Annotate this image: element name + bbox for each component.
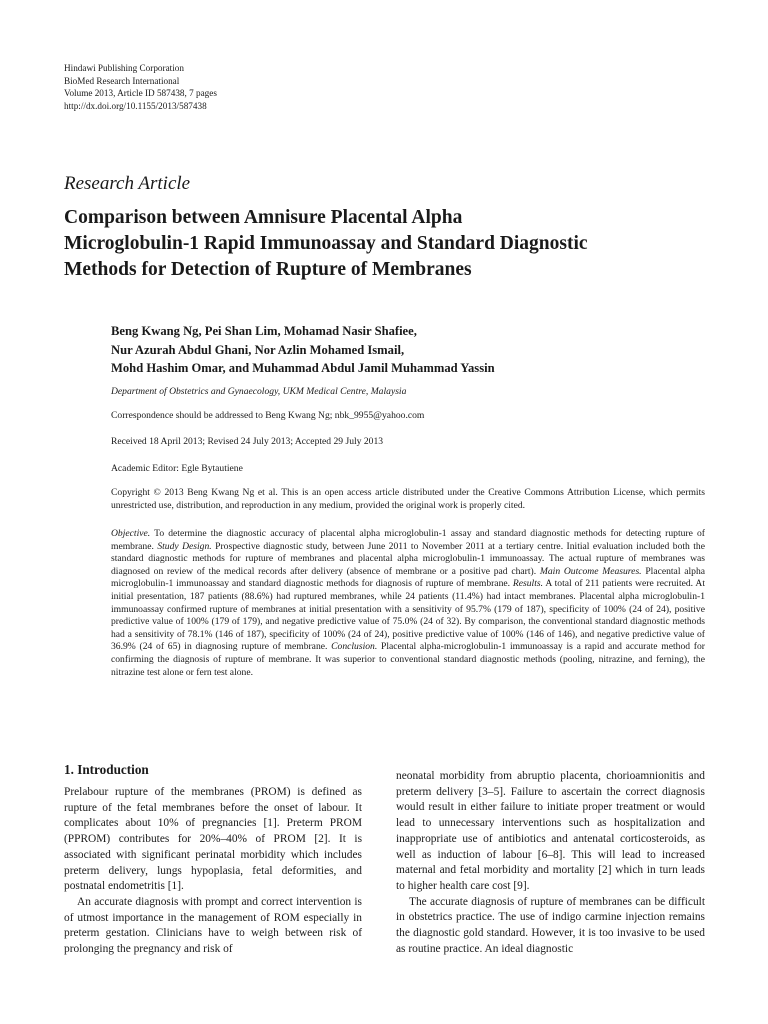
author-line: Nur Azurah Abdul Ghani, Nor Azlin Mohamed Ismail, [111, 342, 405, 357]
article-type: Research Article [64, 173, 191, 194]
journal-name: BioMed Research International [64, 75, 180, 86]
abstract-measures: Placental alpha microglobulin-1 immunoassay and standard diagnostic methods for diagnosis of rupture of membrane. [111, 565, 706, 590]
body-paragraph: An accurate diagnosis with prompt and correct intervention is of utmost importance in the management of ROM especially in preterm gestation. Clinicians have to weigh between risk of prolonging the pregnancy and risk of [64, 895, 362, 956]
title-line: Comparison between Amnisure Placental Alpha [64, 207, 463, 228]
abstract-objective: To determine the diagnostic accuracy of placental alpha microglobulin-1 assay and standard diagnostic methods for detecting rupture of membrane. [111, 528, 705, 552]
article-title [64, 205, 724, 283]
abstract-conclusion: Placental alpha-microglobulin-1 immunoassay is a rapid and accurate method for confirming the diagnosis of rupture of membrane. It was superior to conventional standard diagnostic methods (pooling, nitrazine, and ferning), the nitrazine test alone or fern test alone. [111, 641, 705, 678]
body-paragraph: neonatal morbidity from abruptio placenta, chorioamnionitis and preterm delivery [3–5]. Failure to ascertain the correct diagnosis would result in either failure to initiate proper treatment or would lead to unnecessary interventions such as hospitalization and inappropriate use of antibiotics and antenatal corticosteroids, as well as induction of labour [6–8]. This will lead to increased maternal and fetal morbidity and mortality [2] which in turn leads to higher health care cost [9]. [396, 770, 705, 892]
body-paragraph: Prelabour rupture of the membranes (PROM) is defined as rupture of the fetal membranes before the onset of labour. It complicates about 10% of pregnancies [1]. Preterm PROM (PPROM) contributes for 20%–40% of PROM [2]. It is associated with significant perinatal morbidity which includes preterm delivery, lungs hypoplasia, fetal deformities, and postnatal endometritis [1]. [64, 786, 362, 893]
affiliation: Department of Obstetrics and Gynaecology, UKM Medical Centre, Malaysia [111, 386, 407, 397]
author-list [111, 322, 711, 378]
publisher-name: Hindawi Publishing Corporation [64, 63, 184, 73]
correspondence: Correspondence should be addressed to Beng Kwang Ng; nbk_9955@yahoo.com [111, 410, 425, 421]
academic-editor: Academic Editor: Egle Bytautiene [111, 463, 243, 474]
section-heading: 1. Introduction [64, 762, 149, 777]
abstract-results-label: Results. [512, 578, 544, 590]
volume-info: Volume 2013, Article ID 587438, 7 pages [64, 88, 217, 98]
abstract-results: A total of 211 patients were recruited. At initial presentation, 187 patients (88.6%) had ruptured membranes, while 24 patients (11.4%) had intact membranes. Placental alpha microglobulin-1 immunoassay confirmed rupture of membranes at initial presentation with a sensitivity of 95.7% (179 of 187), specificity of 100% (24 of 24), positive predictive value of 100% (179 of 179), and negative predictive value of 75.0% (24 of 32). By comparison, the conventional standard diagnostic methods had a sensitivity of 78.1% (146 of 187), specificity of 100% (24 of 24), positive predictive value of 100% (146 of 146), and negative predictive value of 36.9% (24 of 65) in diagnosing rupture of membrane. [111, 578, 705, 653]
publication-dates: Received 18 April 2013; Revised 24 July 2013; Accepted 29 July 2013 [111, 436, 384, 447]
author-line: Beng Kwang Ng, Pei Shan Lim, Mohamad Nasir Shafiee, [111, 324, 417, 338]
abstract-conclusion-label: Conclusion. [331, 641, 378, 653]
body-column-right [396, 769, 705, 957]
body-column-left [64, 785, 362, 958]
journal-header [64, 62, 217, 112]
body-paragraph: The accurate diagnosis of rupture of membranes can be difficult in obstetrics practice. The use of indigo carmine injection remains the diagnostic gold standard. However, it is too invasive to be used as routine practice. An ideal diagnostic [396, 895, 705, 955]
abstract-design-label: Study Design. [157, 540, 212, 552]
abstract-objective-label: Objective. [111, 528, 151, 539]
doi-link[interactable]: http://dx.doi.org/10.1155/2013/587438 [64, 100, 207, 111]
title-line: Methods for Detection of Rupture of Membranes [64, 259, 472, 280]
abstract [111, 528, 705, 679]
author-line: Mohd Hashim Omar, and Muhammad Abdul Jamil Muhammad Yassin [111, 361, 495, 375]
copyright-notice: Copyright © 2013 Beng Kwang Ng et al. This is an open access article distributed under the Creative Commons Attribution License, which permits unrestricted use, distribution, and reproduction in any medium, provided the original work is properly cited. [111, 487, 705, 511]
abstract-measures-label: Main Outcome Measures. [539, 565, 642, 577]
title-line: Microglobulin-1 Rapid Immunoassay and Standard Diagnostic [64, 233, 588, 254]
abstract-design: Prospective diagnostic study, between June 2011 to November 2011 at a tertiary centre. Initial evaluation included both the standard diagnostic methods for rupture of membranes and placental alpha microglobulin-1 immunoassay. The actual rupture of membranes was diagnosed on review of the medical records after delivery (absence of membrane or a positive pad chart). [111, 540, 705, 577]
